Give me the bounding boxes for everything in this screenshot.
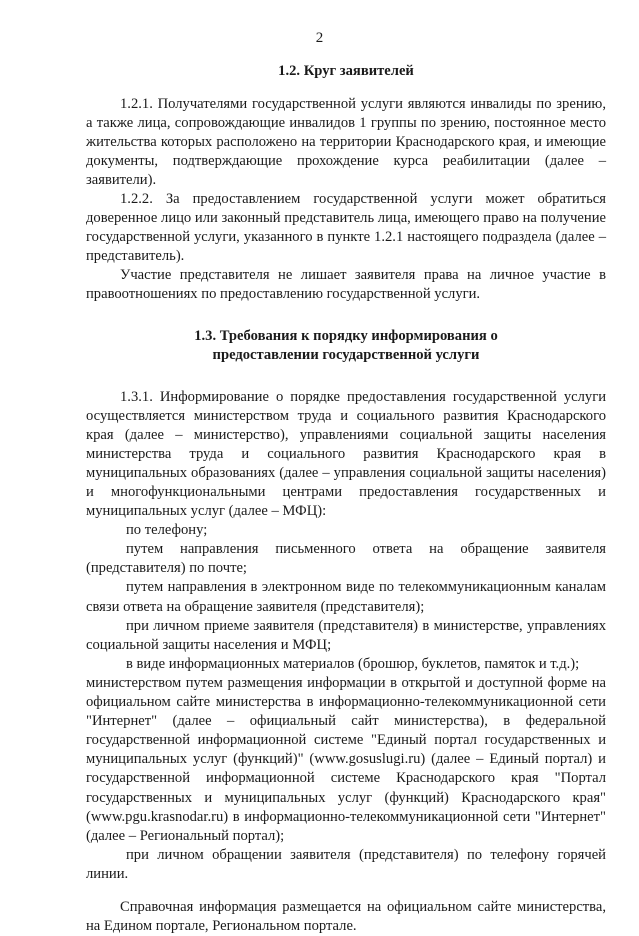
list-item-personal: при личном приеме заявителя (представителя) в министерстве, управлениях социальной защиты населения и МФЦ; — [86, 617, 606, 653]
list-item-electronic: путем направления в электронном виде по телекоммуникационным каналам связи ответа на обращение заявителя (представителя); — [86, 579, 606, 615]
paragraph-online-portals: министерством путем размещения информации в открытой и доступной форме на официальном сайте министерства в информационно-телекоммуникационной сети "Интернет" (далее – официальный сайт министерства), в федеральной государственной информационной системе "Единый портал государственных и муниципальных услуг (функций)" (www.gosuslugi.ru) (далее – Единый портал) и государственной информационной системе Краснодарского края "Портал государственных и муниципальных услуг (функций) Краснодарского края" (www.pgu.krasnodar.ru) в информационно-телекоммуникационной сети "Интернет" (далее – Региональный портал); — [86, 674, 606, 844]
document-body — [86, 62, 606, 936]
list-item-phone: по телефону; — [126, 522, 208, 539]
paragraph-1-2-1: 1.2.1. Получателями государственной услуги являются инвалиды по зрению, а также лица, сопровождающие инвалидов 1 группы по зрению, постоянное место жительства которых расположено на территории Краснодарского края, и имеющие документы, подтверждающие прохождение курса реабилитации (далее – заявители). — [86, 95, 606, 188]
paragraph-representative: Участие представителя не лишает заявителя права на личное участие в правоотношениях по предоставлению государственной услуги. — [86, 267, 606, 303]
paragraph-1-3-1: 1.3.1. Информирование о порядке предоставления государственной услуги осуществляется министерством труда и социального развития Краснодарского края (далее – министерство), управлениями социальной защиты населения министерства труда и социального развития Краснодарского края в муниципальных образованиях (далее – управления социальной защиты населения) и многофункциональными центрами предоставления государственных и муниципальных услуг (далее – МФЦ): — [86, 388, 606, 520]
paragraph-reference-info: Справочная информация размещается на официальном сайте министерства, на Едином портале, Региональном портале. — [86, 898, 606, 935]
section-heading-1-2: 1.2. Круг заявителей — [278, 63, 414, 79]
list-item-materials: в виде информационных материалов (брошюр, буклетов, памяток и т.д.); — [126, 655, 580, 672]
section-heading-1-3-line2: предоставлении государственной услуги — [212, 347, 480, 364]
section-heading-1-3-line1: 1.3. Требования к порядку информирования о — [194, 327, 498, 344]
section-heading-1-3 — [86, 327, 606, 366]
paragraph-1-2-2: 1.2.2. За предоставлением государственной услуги может обратиться доверенное лицо или законный представитель лица, имеющего право на получение государственной услуги, указанного в пункте 1.2.1 настоящего подраздела (далее – представитель). — [86, 190, 606, 265]
list-item-mail: путем направления письменного ответа на обращение заявителя (представителя) по почте; — [86, 541, 606, 577]
list-item-hotline: при личном обращении заявителя (представителя) по телефону горячей линии. — [86, 846, 606, 882]
page-number: 2 — [315, 30, 324, 46]
